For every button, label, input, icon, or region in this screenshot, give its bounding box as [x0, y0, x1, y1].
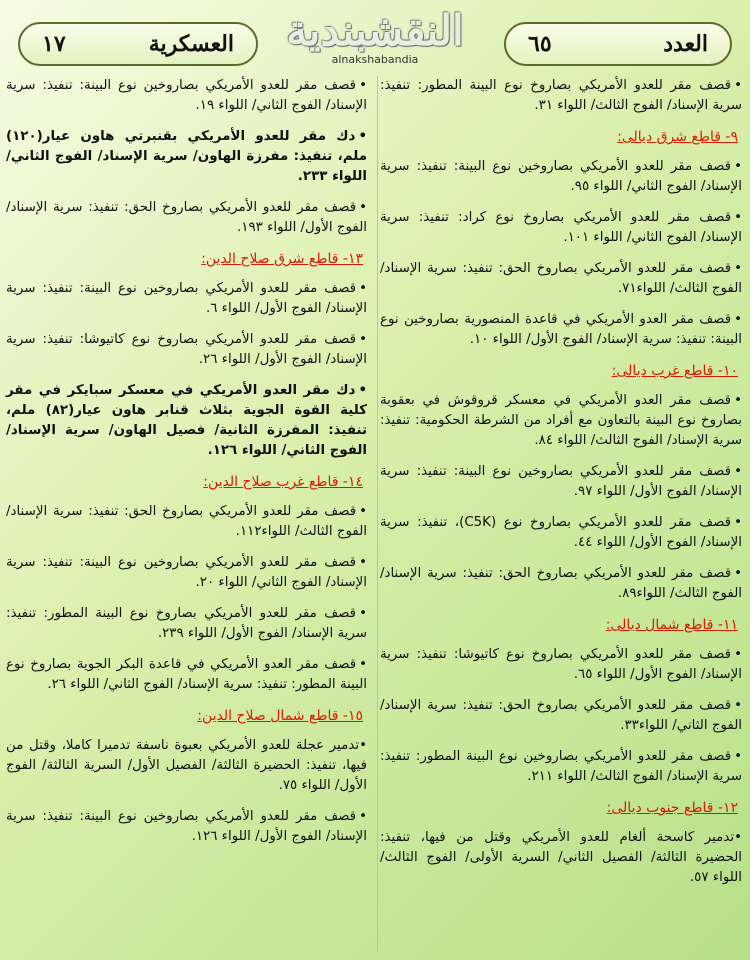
report-text: قصف مقر للعدو الأمريكي بصاروخين نوع البينة: تنفيذ: سرية الإسناد/ الفوج الثاني/ اللواء ١٩.: [6, 78, 367, 113]
report-item: [6, 330, 367, 370]
bullet-icon: •: [359, 332, 367, 347]
logo-site: alnakshabandia: [331, 53, 419, 66]
report-text: قصف مقر للعدو الأمريكي بصاروخ نوع البينة المطور: تنفيذ: سرية الإسناد/ الفوج الثالث/ اللواء ٣١.: [380, 78, 742, 113]
bullet-icon: •: [734, 78, 742, 93]
report-text: قصف مقر للعدو الأمريكي بصاروخين نوع البينة: تنفيذ: سرية الإسناد/ الفوج الأول/ اللواء ٦.: [6, 281, 367, 316]
report-text: قصف مقر للعدو الأمريكي بصاروخ نوع كاتيوشا: تنفيذ: سرية الإسناد/ الفوج الأول/ اللواء ٢٦.: [6, 332, 367, 367]
report-item: [380, 564, 742, 604]
report-item: [6, 127, 367, 187]
section-title: العسكرية: [148, 31, 234, 57]
bullet-icon: •: [734, 698, 742, 713]
report-item: [380, 157, 742, 197]
issue-ribbon: [504, 22, 732, 66]
bullet-icon: •: [734, 749, 742, 764]
report-text: قصف مقر للعدو الأمريكي بصاروخ الحق: تنفيذ: سرية الإسناد/ الفوج الثاني/ اللواء٣٣.: [380, 698, 742, 733]
report-item: [6, 198, 367, 238]
section-heading: ١١- قاطع شمال ديالى:: [605, 617, 738, 633]
report-text: قصف مقر للعدو الأمريكي بصاروخين نوع البينة المطور: تنفيذ: سرية الإسناد/ الفوج الثالث/ اللواء ٢١١.: [380, 749, 742, 784]
bullet-icon: •: [359, 78, 367, 93]
magazine-logo: [268, 8, 482, 72]
report-item: [380, 696, 742, 736]
report-text: قصف مقر للعدو الأمريكي بصاروخ نوع البينة المطور: تنفيذ: سرية الإسناد/ الفوج الأول/ اللواء ٢٣٩.: [6, 606, 367, 641]
report-text: قصف مقر للعدو الأمريكي بصاروخ الحق: تنفيذ: سرية الإسناد/ الفوج الثالث/ اللواء٨٩.: [380, 566, 742, 601]
report-item: [6, 279, 367, 319]
report-text: قصف مقر العدو الأمريكي في معسكر قروقوش في بعقوبة بصاروخ نوع البينة بالتعاون مع أفراد من الشرطة الحكومية: تنفيذ: سرية الإسناد/ الفوج الثالث/ اللواء ٨٤.: [380, 393, 742, 448]
bullet-icon: •: [734, 464, 742, 479]
report-item: [380, 391, 742, 451]
section-heading: ١٢- قاطع جنوب ديالى:: [606, 800, 738, 816]
bullet-icon: •: [359, 657, 367, 672]
report-item: [6, 76, 367, 116]
report-text: قصف مقر للعدو الأمريكي بصاروخ الحق: تنفيذ: سرية الإسناد/ الفوج الأول/ اللواء ١٩٣.: [6, 200, 367, 235]
report-item: [380, 76, 742, 116]
section-heading: ٩- قاطع شرق ديالى:: [617, 129, 738, 145]
report-item: [380, 259, 742, 299]
right-column: [370, 76, 742, 952]
report-item: [6, 381, 367, 461]
report-item: [6, 655, 367, 695]
issue-label: العدد: [663, 31, 708, 57]
issue-number: ٦٥: [528, 31, 552, 57]
bullet-icon: •: [359, 606, 367, 621]
report-text: قصف مقر للعدو الأمريكي بصاروخ نوع كاتيوشا: تنفيذ: سرية الإسناد/ الفوج الأول/ اللواء ٦٥.: [380, 647, 742, 682]
report-text: قصف مقر للعدو الأمريكي بصاروخ نوع كراد: تنفيذ: سرية الإسناد/ الفوج الثاني/ اللواء ١٠١.: [380, 210, 742, 245]
report-text: قصف مقر للعدو الأمريكي بصاروخ الحق: تنفيذ: سرية الإسناد/ الفوج الثالث/ اللواء٧١.: [380, 261, 742, 296]
report-item: [6, 553, 367, 593]
report-text: دك مقر العدو الأمريكي في معسكر سبايكر في مقر كلية القوة الجوية بثلاث قنابر هاون عيار(٨٢) ملم، تنفيذ: المفرزة الثانية/ فصيل الهاون/ سرية الإسناد/ الفوج الثاني/ اللواء ١٢٦.: [6, 383, 367, 458]
report-item: [380, 645, 742, 685]
section-heading: ١٤- قاطع غرب صلاح الدين:: [203, 474, 363, 490]
page-header: [0, 0, 750, 70]
report-text: قصف مقر للعدو الأمريكي بصاروخين نوع البينة: تنفيذ: سرية الإسناد/ الفوج الثاني/ اللواء ٢٠.: [6, 555, 367, 590]
report-item: [380, 462, 742, 502]
bullet-icon: •: [359, 809, 367, 824]
bullet-icon: •: [359, 504, 367, 519]
report-text: قصف مقر للعدو الأمريكي بصاروخ الحق: تنفيذ: سرية الإسناد/ الفوج الثالث/ اللواء١١٢.: [6, 504, 367, 539]
report-text: دك مقر للعدو الأمريكي بقنبرتي هاون عيار(١٢٠) ملم، تنفيذ: مفرزة الهاون/ سرية الإسناد/ الفوج الثاني/ اللواء ٢٣٣.: [6, 129, 367, 184]
left-column: [6, 76, 378, 952]
bullet-icon: •: [358, 383, 367, 398]
bullet-icon: •: [734, 647, 742, 662]
bullet-icon: •: [358, 129, 367, 144]
bullet-icon: •: [359, 281, 367, 296]
report-item: [6, 736, 367, 796]
bullet-icon: •: [359, 555, 367, 570]
bullet-icon: •: [734, 312, 742, 327]
report-item: [6, 807, 367, 847]
bullet-icon: •: [734, 393, 742, 408]
bullet-icon: •: [734, 566, 742, 581]
logo-name: النقشبندية: [286, 6, 464, 55]
report-item: [6, 502, 367, 542]
bullet-icon: •: [734, 515, 742, 530]
report-text: قصف مقر العدو الأمريكي في قاعدة المنصورية بصاروخين نوع البينة: تنفيذ: سرية الإسناد/ الفوج الأول/ اللواء ١٠.: [380, 312, 742, 347]
report-item: [380, 310, 742, 350]
bullet-icon: •: [359, 200, 367, 215]
report-text: قصف مقر للعدو الأمريكي بصاروخين نوع البينة: تنفيذ: سرية الإسناد/ الفوج الأول/ اللواء ١٢٦.: [6, 809, 367, 844]
bullet-icon: •: [734, 210, 742, 225]
report-text: قصف مقر للعدو الأمريكي بصاروخين نوع البينة: تنفيذ: سرية الإسناد/ الفوج الثاني/ اللواء ٩٥.: [380, 159, 742, 194]
section-ribbon: [18, 22, 258, 66]
section-heading: ١٠- قاطع غرب ديالى:: [611, 363, 738, 379]
bullet-icon: •: [734, 159, 742, 174]
report-item: [6, 604, 367, 644]
report-item: [380, 747, 742, 787]
section-heading: ١٥- قاطع شمال صلاح الدين:: [197, 708, 363, 724]
section-heading: ١٣- قاطع شرق صلاح الدين:: [201, 251, 363, 267]
report-text: •تدمير كاسحة ألغام للعدو الأمريكي وقتل من فيها، تنفيذ: الحضيرة الثالثة/ الفصيل الثاني/ السرية الأولى/ الفوج الثالث/ اللواء ٥٧.: [380, 830, 742, 885]
page-number: ١٧: [42, 31, 66, 57]
report-text: قصف مقر للعدو الأمريكي بصاروخين نوع البينة: تنفيذ: سرية الإسناد/ الفوج الأول/ اللواء ٩٧.: [380, 464, 742, 499]
report-item: [380, 513, 742, 553]
report-text: •تدمير عجلة للعدو الأمريكي بعبوة ناسفة تدميرا كاملا، وقتل من فيها، تنفيذ: الحضيرة الثالثة/ الفصيل الأول/ السرية الثالثة/ الفوج الأول/ اللواء ٧٥.: [6, 738, 367, 793]
report-text: قصف مقر للعدو الأمريكي بصاروخ نوع (C5K)، تنفيذ: سرية الإسناد/ الفوج الأول/ اللواء ٤٤.: [380, 515, 742, 550]
report-item: [380, 208, 742, 248]
bullet-icon: •: [734, 261, 742, 276]
report-item: [380, 828, 742, 888]
report-text: قصف مقر العدو الأمريكي في قاعدة البكر الجوية بصاروخ نوع البينة المطور: تنفيذ: سرية الإسناد/ الفوج الثاني/ اللواء ٢٦.: [6, 657, 367, 692]
